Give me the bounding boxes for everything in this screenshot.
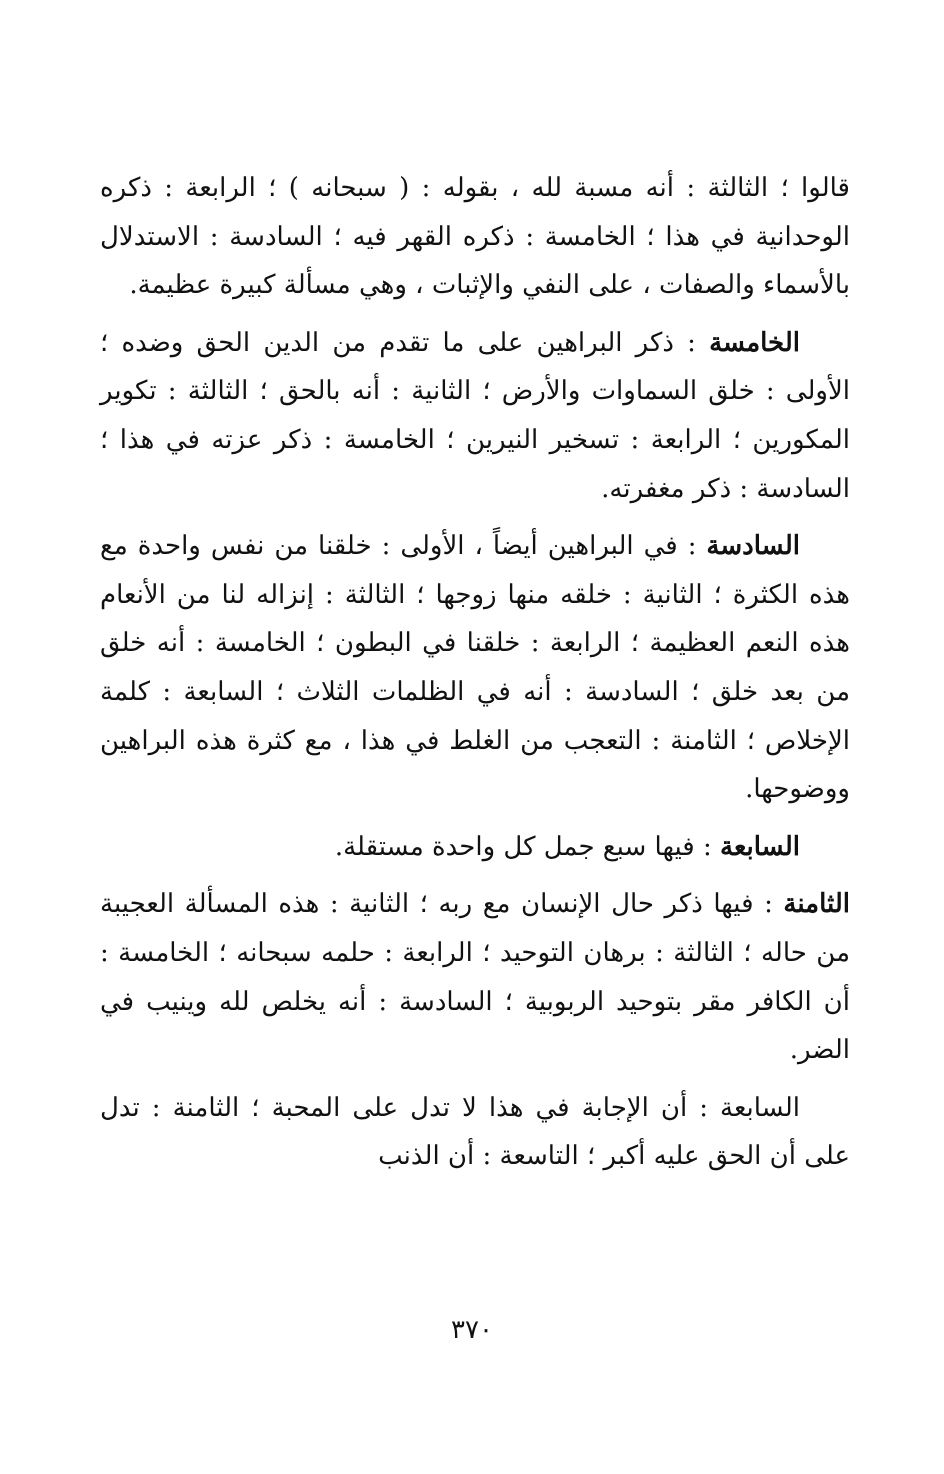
paragraph-sadisa	[100, 522, 850, 814]
paragraph-text: : في البراهين أيضاً ، الأولى : خلقنا من نفس واحدة مع هذه الكثرة ؛ الثانية : خلقه منها زوجها ؛ الثالثة : إنزاله لنا من الأنعام هذه النعم العظيمة ؛ الرابعة : خلقنا في البطون ؛ الخامسة : أنه خلق من بعد خلق ؛ السادسة : أنه في الظلمات الثلاث ؛ السابعة : كلمة الإخلاص ؛ الثامنة : التعجب من الغلط في هذا ، مع كثرة هذه البراهين ووضوحها.	[100, 531, 850, 805]
paragraph-heading: الخامسة	[709, 327, 800, 358]
paragraph-heading: السادسة	[706, 531, 800, 562]
paragraph-heading: الثامنة	[783, 889, 850, 920]
paragraph-heading: السابعة	[720, 831, 800, 862]
paragraph-text: : فيها سبع جمل كل واحدة مستقلة.	[334, 831, 721, 862]
paragraph-1	[100, 164, 850, 310]
paragraph-sabia	[100, 823, 850, 872]
paragraph-thamina	[100, 880, 850, 1074]
body-text	[100, 164, 850, 1181]
paragraph-khamisa	[100, 319, 850, 513]
paragraph-last	[100, 1084, 850, 1181]
paragraph-text: : فيها ذكر حال الإنسان مع ربه ؛ الثانية : هذه المسألة العجيبة من حاله ؛ الثالثة : برهان التوحيد ؛ الرابعة : حلمه سبحانه ؛ الخامسة : أن الكافر مقر بتوحيد الربوبية ؛ السادسة : أنه يخلص لله وينيب في الضر.	[100, 889, 850, 1066]
paragraph-text: قالوا ؛ الثالثة : أنه مسبة لله ، بقوله : ( سبحانه ) ؛ الرابعة : ذكره الوحدانية في هذا ؛ الخامسة : ذكره القهر فيه ؛ السادسة : الاستدلال بالأسماء والصفات ، على النفي والإثبات ، وهي مسألة كبيرة عظيمة.	[100, 173, 850, 301]
page-number: ٣٧٠	[451, 1315, 493, 1345]
paragraph-text: السابعة : أن الإجابة في هذا لا تدل على المحبة ؛ الثامنة : تدل على أن الحق عليه أكبر ؛ التاسعة : أن الذنب	[100, 1092, 850, 1172]
paragraph-text: : ذكر البراهين على ما تقدم من الدين الحق وضده ؛ الأولى : خلق السماوات والأرض ؛ الثانية : أنه بالحق ؛ الثالثة : تكوير المكورين ؛ الرابعة : تسخير النيرين ؛ الخامسة : ذكر عزته في هذا ؛ السادسة : ذكر مغفرته.	[100, 327, 850, 504]
